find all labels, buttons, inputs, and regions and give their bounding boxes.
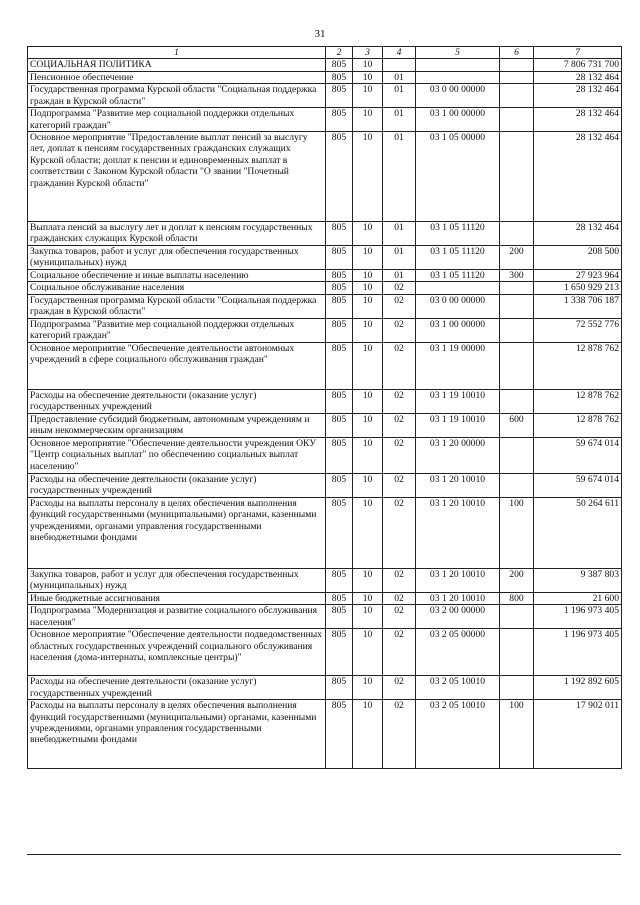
row-vr [500,676,534,700]
row-vr: 100 [500,497,534,568]
row-pr: 01 [383,71,416,83]
row-vr: 300 [500,270,534,282]
row-vr [500,108,534,132]
table-row [28,473,622,497]
row-name: Подпрограмма "Развитие мер социальной поддержки отдельных категорий граждан" [28,108,326,132]
row-ved: 805 [326,437,353,473]
table-row [28,700,622,769]
row-pr: 02 [383,497,416,568]
row-name: Государственная программа Курской области "Социальная поддержка граждан в Курской области" [28,84,326,108]
row-name: Иные бюджетные ассигнования [28,592,326,604]
row-ved: 805 [326,413,353,437]
row-pr: 02 [383,592,416,604]
row-sum: 59 674 014 [534,473,622,497]
row-pr: 02 [383,294,416,318]
row-pr: 02 [383,700,416,769]
row-rz: 10 [353,676,383,700]
row-name: Основное мероприятие "Предоставление выплат пенсий за выслугу лет, доплат к пенсиям государственных гражданских служащих Курской области; доплат к пенсии и единовременных выплат в соответствии с Законом Курской области "О звании "Почетный гражданин Курской области" [28,132,326,222]
row-pr: 02 [383,413,416,437]
row-name: Подпрограмма "Развитие мер социальной поддержки отдельных категорий граждан" [28,318,326,342]
row-sum: 28 132 464 [534,222,622,246]
row-vr [500,222,534,246]
row-csr: 03 1 19 10010 [416,413,500,437]
table-row [28,605,622,629]
row-sum: 17 902 011 [534,700,622,769]
row-ved: 805 [326,246,353,270]
table-bottom-line [27,854,621,855]
row-ved: 805 [326,222,353,246]
row-name: Расходы на обеспечение деятельности (оказание услуг) государственных учреждений [28,473,326,497]
row-vr: 100 [500,700,534,769]
row-csr: 03 1 20 10010 [416,473,500,497]
row-rz: 10 [353,605,383,629]
table-row [28,318,622,342]
row-csr: 03 1 20 10010 [416,592,500,604]
table-row [28,413,622,437]
row-name: Подпрограмма "Модернизация и развитие социального обслуживания населения" [28,605,326,629]
row-sum: 7 806 731 700 [534,59,622,71]
row-pr: 02 [383,318,416,342]
table-row [28,629,622,676]
row-ved: 805 [326,629,353,676]
row-name: Расходы на обеспечение деятельности (оказание услуг) государственных учреждений [28,389,326,413]
row-ved: 805 [326,294,353,318]
row-ved: 805 [326,318,353,342]
row-pr: 01 [383,84,416,108]
row-rz: 10 [353,568,383,592]
row-ved: 805 [326,342,353,389]
row-vr: 200 [500,246,534,270]
row-pr: 02 [383,342,416,389]
row-name: Расходы на выплаты персоналу в целях обеспечения выполнения функций государственными (муниципальными) органами, казенными учреждениями, органами управления государственными внебюджетными фондами [28,700,326,769]
row-rz: 10 [353,342,383,389]
row-vr: 200 [500,568,534,592]
table-row [28,437,622,473]
row-vr [500,59,534,71]
row-ved: 805 [326,84,353,108]
row-vr [500,71,534,83]
row-ved: 805 [326,71,353,83]
row-name: Социальное обеспечение и иные выплаты населению [28,270,326,282]
page-number: 31 [314,28,326,40]
row-pr: 01 [383,270,416,282]
row-pr: 01 [383,246,416,270]
row-sum: 12 878 762 [534,389,622,413]
row-name: Основное мероприятие "Обеспечение деятельности подведомственных областных государственных учреждений социального обслуживания населения (дома-интернаты, комплексные центры)" [28,629,326,676]
row-rz: 10 [353,318,383,342]
row-rz: 10 [353,592,383,604]
budget-table [27,46,622,769]
row-rz: 10 [353,222,383,246]
table-row [28,270,622,282]
row-sum: 1 196 973 405 [534,605,622,629]
row-rz: 10 [353,132,383,222]
row-csr: 03 1 00 00000 [416,318,500,342]
row-ved: 805 [326,568,353,592]
row-pr: 02 [383,282,416,294]
row-vr [500,282,534,294]
row-sum: 28 132 464 [534,132,622,222]
row-csr: 03 1 19 00000 [416,342,500,389]
column-number: 3 [353,47,383,59]
row-name: Закупка товаров, работ и услуг для обеспечения государственных (муниципальных) нужд [28,568,326,592]
row-pr: 02 [383,676,416,700]
row-ved: 805 [326,473,353,497]
table-row [28,246,622,270]
row-rz: 10 [353,84,383,108]
row-pr [383,59,416,71]
row-sum: 1 338 706 187 [534,294,622,318]
table-row [28,84,622,108]
table-row [28,497,622,568]
row-sum: 28 132 464 [534,84,622,108]
row-vr [500,473,534,497]
row-rz: 10 [353,270,383,282]
row-name: Пенсионное обеспечение [28,71,326,83]
row-pr: 01 [383,108,416,132]
row-name: Расходы на обеспечение деятельности (оказание услуг) государственных учреждений [28,676,326,700]
row-csr: 03 1 05 11120 [416,246,500,270]
row-csr: 03 1 00 00000 [416,108,500,132]
row-ved: 805 [326,282,353,294]
row-rz: 10 [353,59,383,71]
row-rz: 10 [353,108,383,132]
row-vr [500,132,534,222]
column-number: 7 [534,47,622,59]
row-sum: 9 387 803 [534,568,622,592]
row-name: Закупка товаров, работ и услуг для обеспечения государственных (муниципальных) нужд [28,246,326,270]
row-csr: 03 1 05 00000 [416,132,500,222]
row-rz: 10 [353,389,383,413]
table-row [28,282,622,294]
row-ved: 805 [326,605,353,629]
column-number: 6 [500,47,534,59]
row-name: Предоставление субсидий бюджетным, автономным учреждениям и иным некоммерческим организациям [28,413,326,437]
row-name: Основное мероприятие "Обеспечение деятельности автономных учреждений в сфере социального обслуживания граждан" [28,342,326,389]
row-name: Государственная программа Курской области "Социальная поддержка граждан в Курской области" [28,294,326,318]
row-pr: 02 [383,473,416,497]
row-csr: 03 1 20 00000 [416,437,500,473]
row-rz: 10 [353,282,383,294]
row-rz: 10 [353,71,383,83]
table-row [28,676,622,700]
row-rz: 10 [353,473,383,497]
row-vr [500,318,534,342]
row-sum: 208 500 [534,246,622,270]
row-csr: 03 1 20 10010 [416,497,500,568]
table-row [28,389,622,413]
row-name: Основное мероприятие "Обеспечение деятельности учреждения ОКУ "Центр социальных выплат" по обеспечению социальных выплат населению" [28,437,326,473]
row-vr [500,605,534,629]
table-row [28,59,622,71]
row-vr [500,342,534,389]
row-sum: 12 878 762 [534,342,622,389]
row-name: СОЦИАЛЬНАЯ ПОЛИТИКА [28,59,326,71]
row-csr: 03 1 20 10010 [416,568,500,592]
row-rz: 10 [353,437,383,473]
row-vr [500,84,534,108]
row-csr: 03 2 05 10010 [416,676,500,700]
column-number-row [28,47,622,59]
row-name: Социальное обслуживание населения [28,282,326,294]
column-number: 4 [383,47,416,59]
row-ved: 805 [326,59,353,71]
row-sum: 28 132 464 [534,108,622,132]
row-pr: 02 [383,389,416,413]
row-rz: 10 [353,246,383,270]
row-sum: 27 923 964 [534,270,622,282]
row-csr: 03 2 00 00000 [416,605,500,629]
row-sum: 1 650 929 213 [534,282,622,294]
row-csr [416,59,500,71]
row-vr [500,294,534,318]
row-pr: 01 [383,222,416,246]
row-csr: 03 2 05 00000 [416,629,500,676]
row-csr: 03 0 00 00000 [416,84,500,108]
row-ved: 805 [326,676,353,700]
column-number: 2 [326,47,353,59]
table-row [28,132,622,222]
row-sum: 50 264 611 [534,497,622,568]
row-ved: 805 [326,497,353,568]
row-sum: 59 674 014 [534,437,622,473]
row-pr: 02 [383,605,416,629]
row-rz: 10 [353,413,383,437]
row-pr: 02 [383,437,416,473]
table-row [28,71,622,83]
row-sum: 12 878 762 [534,413,622,437]
row-rz: 10 [353,294,383,318]
row-name: Выплата пенсий за выслугу лет и доплат к пенсиям государственных гражданских служащих Курской области [28,222,326,246]
row-ved: 805 [326,132,353,222]
row-pr: 01 [383,132,416,222]
table-row [28,568,622,592]
row-ved: 805 [326,389,353,413]
row-vr: 600 [500,413,534,437]
column-number: 1 [28,47,326,59]
row-sum: 1 192 892 605 [534,676,622,700]
row-sum: 21 600 [534,592,622,604]
row-sum: 72 552 776 [534,318,622,342]
row-sum: 1 196 973 405 [534,629,622,676]
row-vr [500,437,534,473]
row-sum: 28 132 464 [534,71,622,83]
row-csr: 03 0 00 00000 [416,294,500,318]
row-ved: 805 [326,270,353,282]
row-rz: 10 [353,497,383,568]
row-rz: 10 [353,700,383,769]
row-pr: 02 [383,629,416,676]
row-ved: 805 [326,108,353,132]
row-rz: 10 [353,629,383,676]
row-csr: 03 1 05 11120 [416,270,500,282]
column-number: 5 [416,47,500,59]
row-ved: 805 [326,700,353,769]
table-row [28,222,622,246]
row-vr [500,629,534,676]
table-row [28,294,622,318]
row-csr [416,71,500,83]
row-vr [500,389,534,413]
table-row [28,592,622,604]
row-csr [416,282,500,294]
row-csr: 03 2 05 10010 [416,700,500,769]
table-row [28,108,622,132]
row-pr: 02 [383,568,416,592]
row-name: Расходы на выплаты персоналу в целях обеспечения выполнения функций государственными (муниципальными) органами, казенными учреждениями, органами управления государственными внебюджетными фондами [28,497,326,568]
row-csr: 03 1 19 10010 [416,389,500,413]
table-row [28,342,622,389]
row-vr: 800 [500,592,534,604]
row-csr: 03 1 05 11120 [416,222,500,246]
row-ved: 805 [326,592,353,604]
